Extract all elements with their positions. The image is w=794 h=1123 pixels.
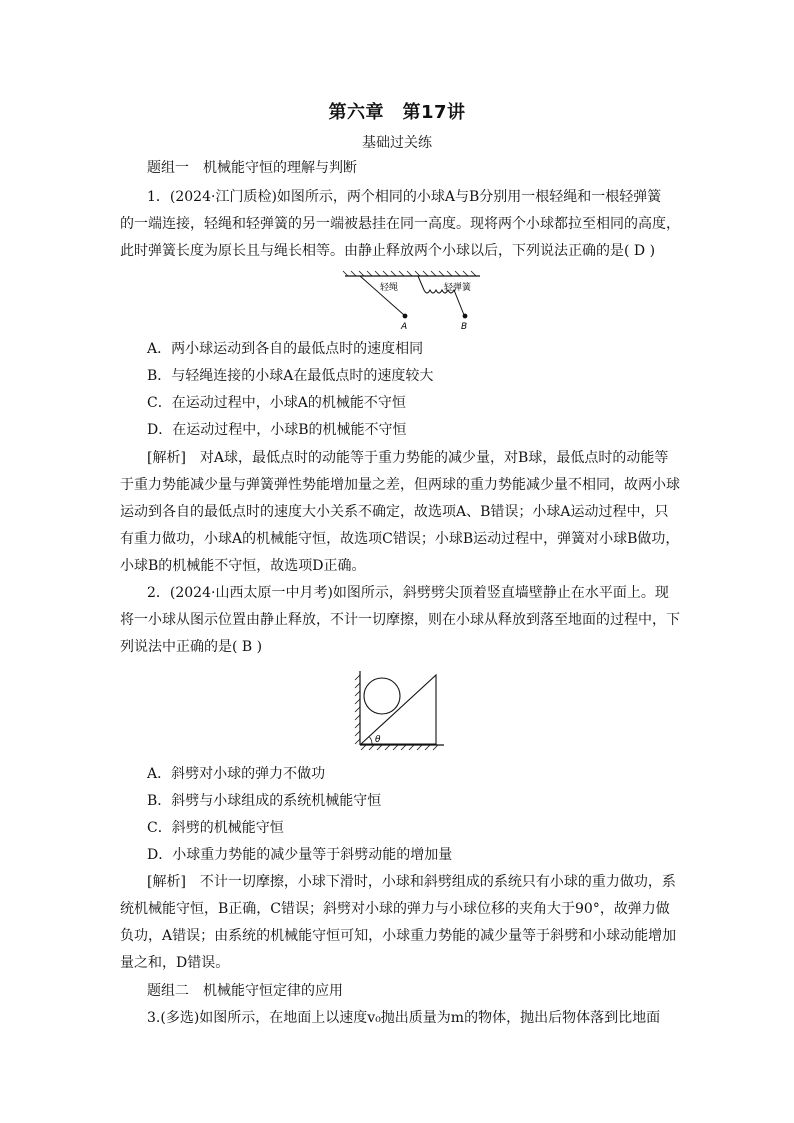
q1-line-1: 1．(2024·江门质检)如图所示，两个相同的小球A与B分别用一根轻绳和一根轻弹簧 (147, 189, 662, 205)
rope-label: 轻绳 (380, 283, 399, 293)
q2-line-1: 2．(2024·山西太原一中月考)如图所示，斜劈劈尖顶着竖直墙壁静止在水平面上。现 (147, 585, 669, 601)
q2-option-d: D．小球重力势能的减少量等于斜劈动能的增加量 (147, 847, 453, 863)
q1-option-c: C．在运动过程中，小球A的机械能不守恒 (147, 395, 406, 411)
light-spring (418, 276, 464, 315)
angle-arc (370, 737, 373, 744)
q2-line-3: 列说法中正确的是( B ) (120, 639, 263, 655)
chapter-title: 第六章 第17讲 (328, 102, 466, 123)
ball-a-label: A (401, 322, 408, 332)
section-subtitle: 基础过关练 (362, 135, 432, 151)
q1-line-2: 的一端连接，轻绳和轻弹簧的另一端被悬挂在同一高度。现将两个小球都拉至相同的高度， (120, 216, 680, 232)
wedge (361, 675, 436, 744)
q2-option-c: C．斜劈的机械能守恒 (147, 820, 284, 836)
q1-option-b: B．与轻绳连接的小球A在最低点时的速度较大 (147, 368, 434, 384)
light-rope (360, 276, 404, 315)
ball (364, 678, 400, 714)
ball-b (463, 314, 468, 319)
q2-option-b: B．斜劈与小球组成的系统机械能守恒 (147, 793, 382, 809)
q2-analysis-1: [解析] 不计一切摩擦，小球下滑时，小球和斜劈组成的系统只有小球的重力做功，系 (147, 874, 676, 890)
q1-option-d: D．在运动过程中，小球B的机械能不守恒 (147, 422, 407, 438)
angle-theta-label: θ (375, 735, 381, 745)
q1-analysis-4: 有重力做功，小球A的机械能守恒，故选项C错误；小球B运动过程中，弹簧对小球B做功， (120, 531, 680, 547)
q1-figure (340, 268, 490, 333)
group2-heading: 题组二 机械能守恒定律的应用 (147, 983, 343, 999)
q1-option-a: A．两小球运动到各自的最低点时的速度相同 (147, 341, 424, 357)
q1-analysis-5: 小球B的机械能不守恒，故选项D正确。 (120, 558, 366, 574)
ball-a (403, 314, 408, 319)
group1-heading: 题组一 机械能守恒的理解与判断 (147, 160, 357, 176)
q1-line-3: 此时弹簧长度为原长且与绳长相等。由静止释放两个小球以后，下列说法正确的是( D ) (120, 243, 656, 259)
q1-analysis-2: 于重力势能减少量与弹簧弹性势能增加量之差，但两球的重力势能减少量不相同，故两小球 (120, 477, 680, 493)
spring-label: 轻弹簧 (444, 283, 472, 293)
q2-option-a: A．斜劈对小球的弹力不做功 (147, 766, 326, 782)
q3-line-1: 3.(多选)如图所示，在地面上以速度v₀抛出质量为m的物体，抛出后物体落到比地面 (147, 1010, 661, 1026)
q2-analysis-2: 统机械能守恒，B正确，C错误；斜劈对小球的弹力与小球位移的夹角大于90°，故弹力做 (120, 901, 670, 917)
q2-figure (352, 669, 448, 751)
ground-hatch (361, 745, 438, 750)
q1-analysis-1: [解析] 对A球，最低点时的动能等于重力势能的减少量，对B球，最低点时的动能等 (147, 450, 669, 466)
q2-analysis-3: 负功，A错误；由系统的机械能守恒可知，小球重力势能的减少量等于斜劈和小球动能增加 (120, 928, 677, 944)
ceiling-hatch (343, 271, 476, 276)
q1-analysis-3: 运动到各自的最低点时的速度大小关系不确定，故选项A、B错误；小球A运动过程中，只 (120, 504, 669, 520)
ball-b-label: B (461, 322, 468, 332)
q2-line-2: 将一小球从图示位置由静止释放，不计一切摩擦，则在小球从释放到落至地面的过程中，下 (120, 612, 680, 628)
wall-hatch (355, 675, 360, 744)
q2-analysis-4: 量之和，D错误。 (120, 955, 230, 971)
